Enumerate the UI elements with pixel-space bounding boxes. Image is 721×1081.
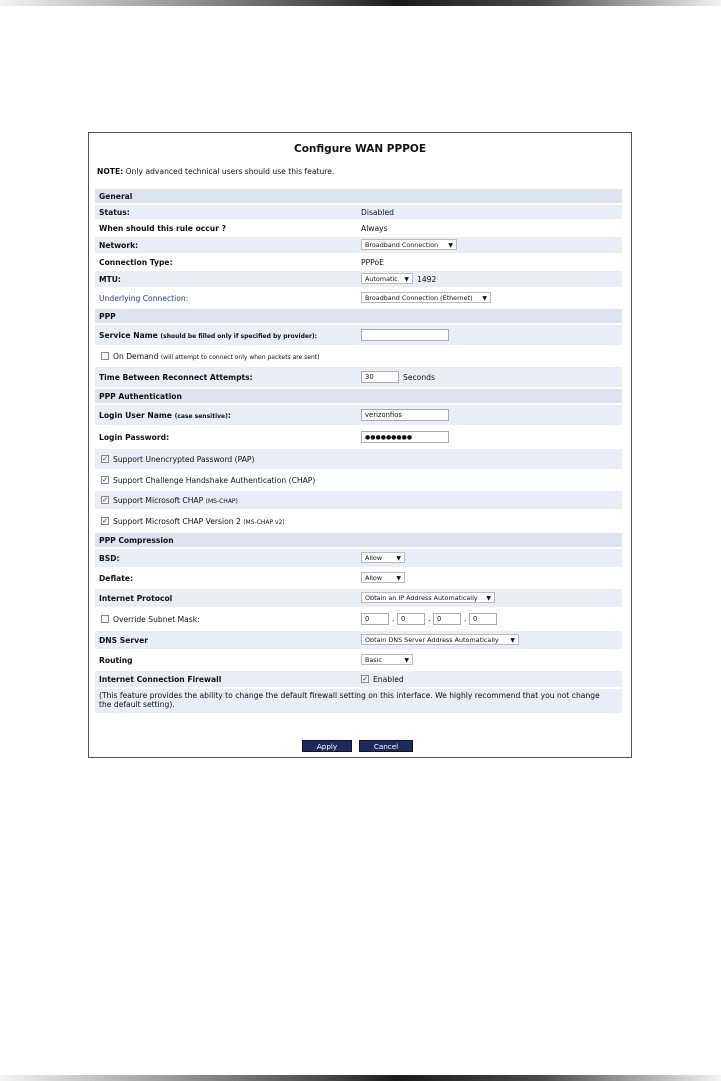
mschap2-checkbox[interactable]: ✓	[102, 517, 108, 525]
configure-wan-pppoe-panel	[88, 132, 632, 758]
mtu-row: MTU: Automatic ▼ 1492	[95, 271, 622, 287]
cancel-button[interactable]: Cancel	[359, 740, 413, 752]
mtu-select[interactable]: Automatic ▼	[361, 273, 413, 284]
network-select[interactable]: Broadband Connection ▼	[361, 239, 457, 250]
routing-row: Routing Basic ▼	[95, 651, 622, 669]
mschap-row: ✓ Support Microsoft CHAP (MS-CHAP)	[95, 491, 622, 509]
connection-type-value: PPPoE	[361, 258, 384, 267]
mschap2-row: ✓ Support Microsoft CHAP Version 2 (MS-CHAP v2)	[95, 511, 622, 531]
subnet-row: Override Subnet Mask: 0 . 0 . 0 . 0	[95, 609, 622, 629]
pap-checkbox[interactable]: ✓	[102, 455, 108, 463]
chevron-down-icon: ▼	[448, 242, 453, 249]
login-user-row: Login User Name (case sensitive): verizonfios	[95, 405, 622, 425]
underlying-connection-link[interactable]: Underlying Connection:	[99, 294, 189, 303]
status-value: Disabled	[361, 208, 394, 217]
login-password-row: Login Password: ●●●●●●●●●	[95, 427, 622, 447]
reconnect-row: Time Between Reconnect Attempts: 30 Seconds	[95, 367, 622, 387]
page-title: Configure WAN PPPOE	[294, 143, 426, 155]
bottom-decorative-bar	[0, 1075, 721, 1081]
chap-row: ✓ Support Challenge Handshake Authentication (CHAP)	[95, 471, 622, 489]
when-value: Always	[361, 224, 388, 233]
chap-checkbox[interactable]: ✓	[102, 476, 108, 484]
chevron-down-icon: ▼	[510, 637, 515, 644]
on-demand-checkbox[interactable]	[101, 352, 109, 360]
bsd-row: BSD: Allow ▼	[95, 549, 622, 567]
routing-select[interactable]: Basic ▼	[361, 654, 413, 665]
connection-type-row: Connection Type: PPPoE	[95, 255, 622, 269]
service-name-row: Service Name (should be filled only if specified by provider):	[95, 325, 622, 345]
section-general: General	[95, 189, 622, 203]
subnet-octet-1[interactable]: 0	[361, 613, 389, 625]
reconnect-unit: Seconds	[403, 373, 435, 382]
when-row: When should this rule occur ? Always	[95, 221, 622, 235]
dns-server-row: DNS Server Obtain DNS Server Address Automatically ▼	[95, 631, 622, 649]
mschap-checkbox[interactable]: ✓	[102, 496, 108, 504]
login-password-input[interactable]: ●●●●●●●●●	[361, 431, 449, 443]
chevron-down-icon: ▼	[404, 276, 409, 283]
pap-row: ✓ Support Unencrypted Password (PAP)	[95, 449, 622, 469]
top-decorative-bar	[0, 0, 721, 6]
deflate-select[interactable]: Allow ▼	[361, 572, 405, 583]
subnet-octet-3[interactable]: 0	[433, 613, 461, 625]
internet-protocol-row: Internet Protocol Obtain an IP Address Automatically ▼	[95, 589, 622, 607]
firewall-note-row: (This feature provides the ability to change the default firewall setting on this interface. We highly recommend that you not change the default setting).	[95, 689, 622, 713]
chevron-down-icon: ▼	[482, 295, 487, 302]
deflate-row: Deflate: Allow ▼	[95, 569, 622, 587]
login-user-input[interactable]: verizonfios	[361, 409, 449, 421]
subnet-octet-2[interactable]: 0	[397, 613, 425, 625]
reconnect-input[interactable]: 30	[361, 371, 399, 383]
chevron-down-icon: ▼	[396, 575, 401, 582]
status-row: Status: Disabled	[95, 205, 622, 219]
override-subnet-checkbox[interactable]	[101, 615, 109, 623]
bsd-select[interactable]: Allow ▼	[361, 552, 405, 563]
dns-server-select[interactable]: Obtain DNS Server Address Automatically ▼	[361, 634, 519, 645]
subnet-octet-4[interactable]: 0	[469, 613, 497, 625]
underlying-row	[95, 289, 622, 307]
section-ppp-compression: PPP Compression	[95, 533, 622, 547]
apply-button[interactable]: Apply	[302, 740, 352, 752]
underlying-connection-select[interactable]: Broadband Connection (Ethernet) ▼	[361, 292, 491, 303]
firewall-row: Internet Connection Firewall ✓ Enabled	[95, 671, 622, 687]
note-text: NOTE: Only advanced technical users should use this feature.	[97, 167, 335, 176]
service-name-input[interactable]	[361, 329, 449, 341]
network-row: Network: Broadband Connection ▼	[95, 237, 622, 253]
on-demand-row: On Demand (will attempt to connect only when packets are sent)	[95, 347, 622, 365]
internet-protocol-select[interactable]: Obtain an IP Address Automatically ▼	[361, 592, 495, 603]
section-ppp-authentication: PPP Authentication	[95, 389, 622, 403]
chevron-down-icon: ▼	[396, 555, 401, 562]
chevron-down-icon: ▼	[486, 595, 491, 602]
chevron-down-icon: ▼	[404, 657, 409, 664]
section-ppp: PPP	[95, 309, 622, 323]
firewall-checkbox[interactable]: ✓	[362, 675, 368, 683]
mtu-value: 1492	[417, 275, 437, 284]
